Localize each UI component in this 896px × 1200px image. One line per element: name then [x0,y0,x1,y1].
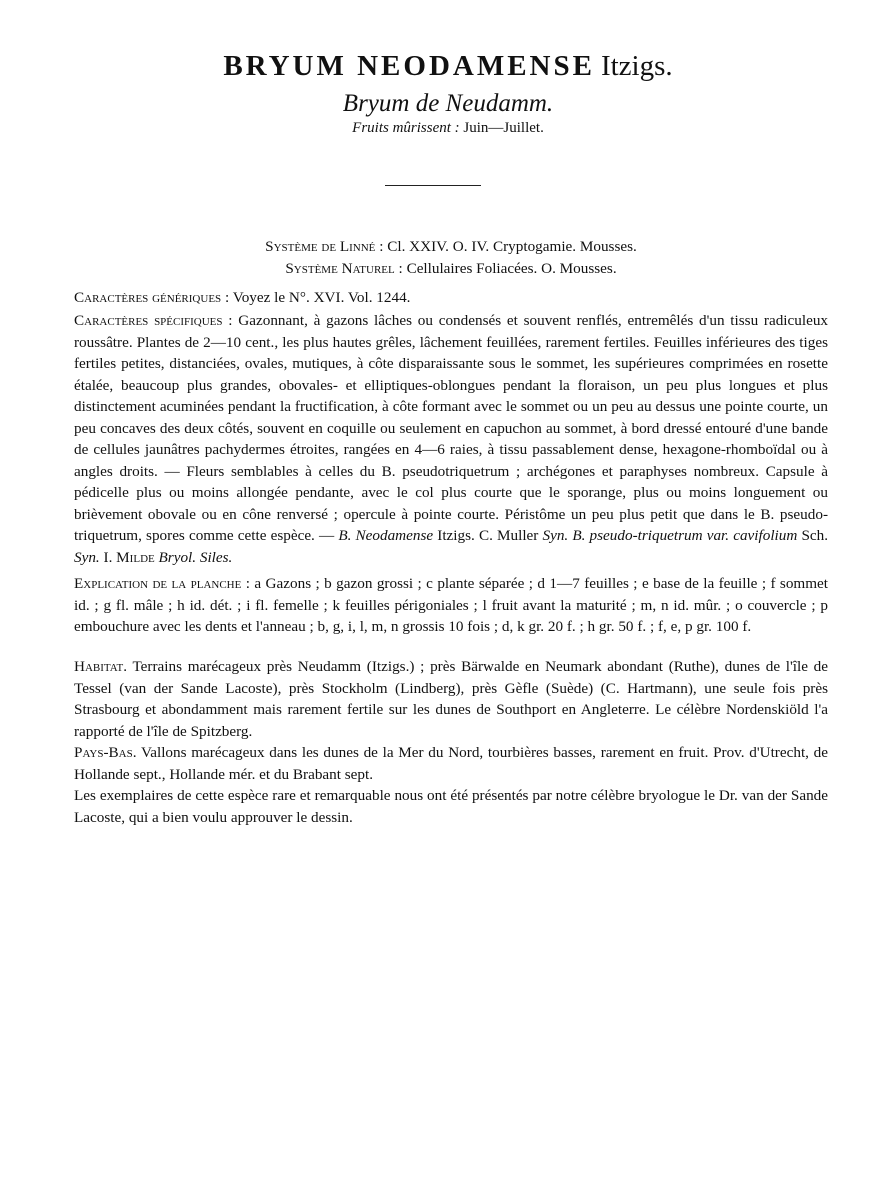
specific-characters [74,310,828,568]
synonym-bryol: Bryol. Siles. [158,548,233,566]
title-species: BRYUM NEODAMENSE [223,50,595,82]
generic-value: Voyez le N°. XVI. Vol. 1244. [232,289,411,306]
netherlands-section [74,742,828,785]
specimens-text: Les exemplaires de cette espèce rare et remarquable nous ont été présentés par notre célèbre bryologue le Dr. van der Sande Lacoste, qui a bien voulu approuver le dessin. [74,787,828,826]
synonym-syn: Syn. [74,548,100,566]
synonym-author: Itzigs. C. Muller [437,527,539,544]
naturel-label: Système Naturel : [285,259,403,277]
page-subtitle: Bryum de Neudamm. [342,90,554,117]
fruiting-value: Juin—Juillet. [463,120,544,136]
netherlands-text: Vallons marécageux dans les dunes de la Mer du Nord, tourbières basses, rarement en fruit. Prov. d'Utrecht, de Hollande sept., Hollande mér. et du Brabant sept. [74,744,829,783]
natural-system [74,258,828,280]
explanation-text: a Gazons ; b gazon grossi ; c plante séparée ; d 1—7 feuilles ; e base de la feuille ; f sommet id. ; g fl. mâle ; h id. dét. ; i fl. femelle ; k feuilles périgoniales ; l fruit avant la maturité ; m, n id. mûr. ; o couvercle ; p embouchure avec les dents et l'anneau ; b, g, i, l, m, n grossis 10 fois ; d, k gr. 20 f. ; h gr. 50 f. ; f, e, p gr. 100 f. [74,575,829,635]
linne-label: Système de Linné : [265,238,384,255]
title-author: Itzigs. [600,50,673,82]
page-title [0,50,896,83]
habitat-label: Habitat. [74,658,127,675]
habitat-text: Terrains marécageux près Neudamm (Itzigs.) ; près Bärwalde en Neumark abondant (Ruthe), dunes de l'île de Tessel (van der Sande Lacoste), près Stockholm (Lindberg), près Gèfle (Suède) (C. Hartmann), une seule fois près Strasbourg et abondamment mais rarement fertile sur les dunes de Southport en Angleterre. Le célèbre Nordenskiöld l'a rapporté de l'île de Spitzberg. [74,658,828,740]
linne-system [74,236,828,258]
divider-rule [385,185,481,186]
synonym-milde: I. Milde [103,548,155,566]
specific-text: Gazonnant, à gazons lâches ou condensés et souvent renflés, entremêlés d'un tissu radiculeux roussâtre. Plantes de 2—10 cent., les plus hautes grêles, lâchement feuillées, rarement fertiles. Feuilles inférieures des tiges fertiles petites, distanciées, ovales, mutiques, à côte disparaissante sous le sommet, les supérieures comprimées en rosette étalée, beaucoup plus grandes, obovales- et elliptiques-oblongues pendant la floraison, un peu plus longues et plus distinctement acuminées pendant la fructification, à côte formant avec le sommet ou un peu au dessus une pointe courte, un peu concaves des deux côtés, souvent en coquille ou seulement en capuchon au sommet, à bord dressé entouré d'une bande de cellules jaunâtres pachydermes étroites, rangées en 4—6 raies, à tissu passablement dense, hexagone-rhomboïdal ou à angles droits. — Fleurs semblables à celles du B. pseudotriquetrum ; archégones et paraphyses nombreux. Capsule à pédicelle plus ou moins allongée pendante, avec le col plus courte que le sporange, plus ou moins longuement ou brièvement obovale ou en cône renversé ; opercule à pointe courte. Péristôme un peu plus petit que dans le B. pseudo-triquetrum, spores comme cette espèce. — [74,312,829,544]
generic-label: Caractères génériques : [74,289,230,306]
naturel-value: Cellulaires Foliacées. O. Mousses. [406,259,617,277]
synonym-sch: Sch. [801,527,829,544]
linne-value: Cl. XXIV. O. IV. Cryptogamie. Mousses. [387,238,637,255]
generic-characters [74,287,828,309]
specific-label: Caractères spécifiques : [74,312,233,329]
synonym-name: B. Neodamense [338,527,434,544]
netherlands-label: Pays-Bas. [74,744,137,761]
synonym-variety: Syn. B. pseudo-triquetrum var. cavifolium [542,527,798,544]
fruiting-label: Fruits mûrissent : [352,120,460,136]
plate-explanation [74,573,828,638]
explanation-label: Explication de la planche : [74,575,250,592]
systems-section [74,236,828,279]
specimens-note [74,785,828,828]
fruiting-period [0,120,896,137]
habitat-section [74,656,828,742]
